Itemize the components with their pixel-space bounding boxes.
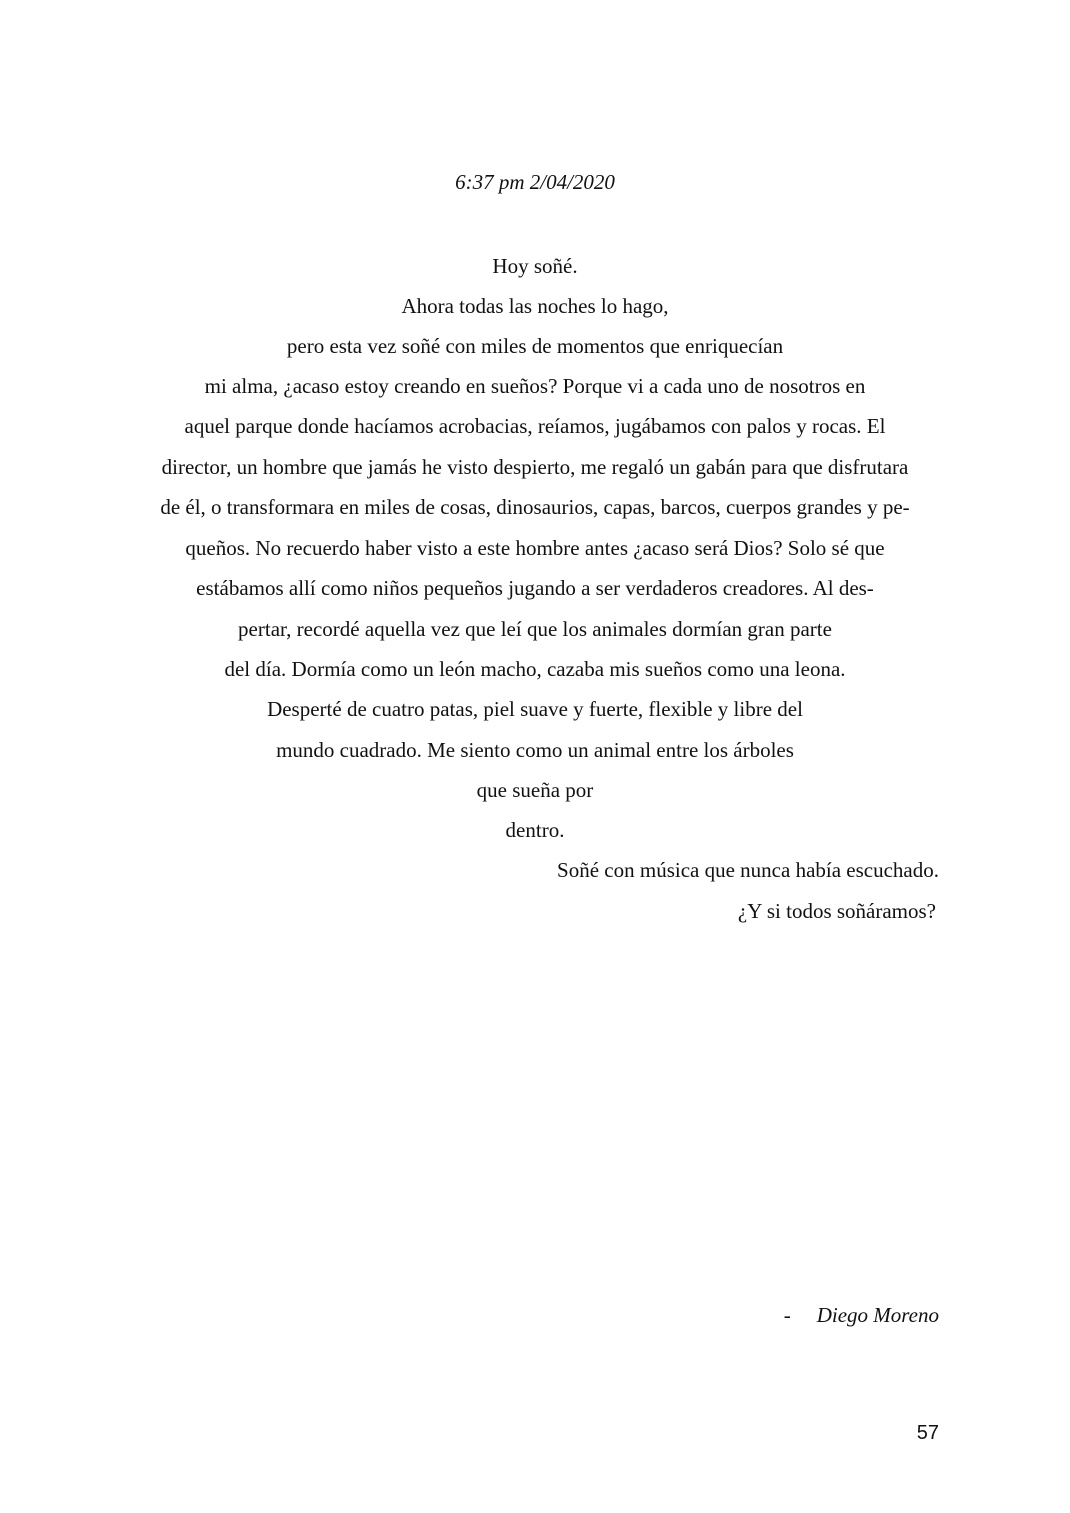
poem-line: Desperté de cuatro patas, piel suave y fuerte, flexible y libre del [267, 697, 803, 721]
poem-line-right: Soñé con música que nunca había escuchado. [557, 858, 939, 882]
poem-line: Ahora todas las noches lo hago, [401, 294, 669, 318]
poem-line: queños. No recuerdo haber visto a este hombre antes ¿acaso será Dios? Solo sé que [185, 536, 885, 560]
poem-line: dentro. [505, 818, 565, 842]
poem-line: de él, o transformara en miles de cosas, dinosaurios, capas, barcos, cuerpos grandes y pe- [160, 495, 910, 519]
author-signature [784, 1301, 939, 1329]
poem-line: director, un hombre que jamás he visto despierto, me regaló un gabán para que disfrutara [161, 455, 909, 479]
poem-line: Hoy soñé. [492, 254, 578, 278]
poem-line-right: ¿Y si todos soñáramos? [737, 899, 936, 923]
poem-line: mi alma, ¿acaso estoy creando en sueños? Porque vi a cada uno de nosotros en [204, 374, 866, 398]
poem-line: mundo cuadrado. Me siento como un animal entre los árboles [276, 738, 794, 762]
page-number: 57 [916, 1422, 939, 1444]
entry-date: 6:37 pm 2/04/2020 [455, 170, 615, 194]
poem-line: que sueña por [476, 778, 594, 802]
poem-line: pertar, recordé aquella vez que leí que los animales dormían gran parte [238, 617, 832, 641]
poem-line: aquel parque donde hacíamos acrobacias, reíamos, jugábamos con palos y rocas. El [184, 414, 886, 438]
signature-dash: - [783, 1303, 791, 1327]
author-name: Diego Moreno [816, 1303, 939, 1327]
poem-line: pero esta vez soñé con miles de momentos que enriquecían [286, 334, 784, 358]
poem-line: estábamos allí como niños pequeños jugando a ser verdaderos creadores. Al des- [196, 576, 874, 600]
poem-line: del día. Dormía como un león macho, cazaba mis sueños como una leona. [224, 657, 846, 681]
